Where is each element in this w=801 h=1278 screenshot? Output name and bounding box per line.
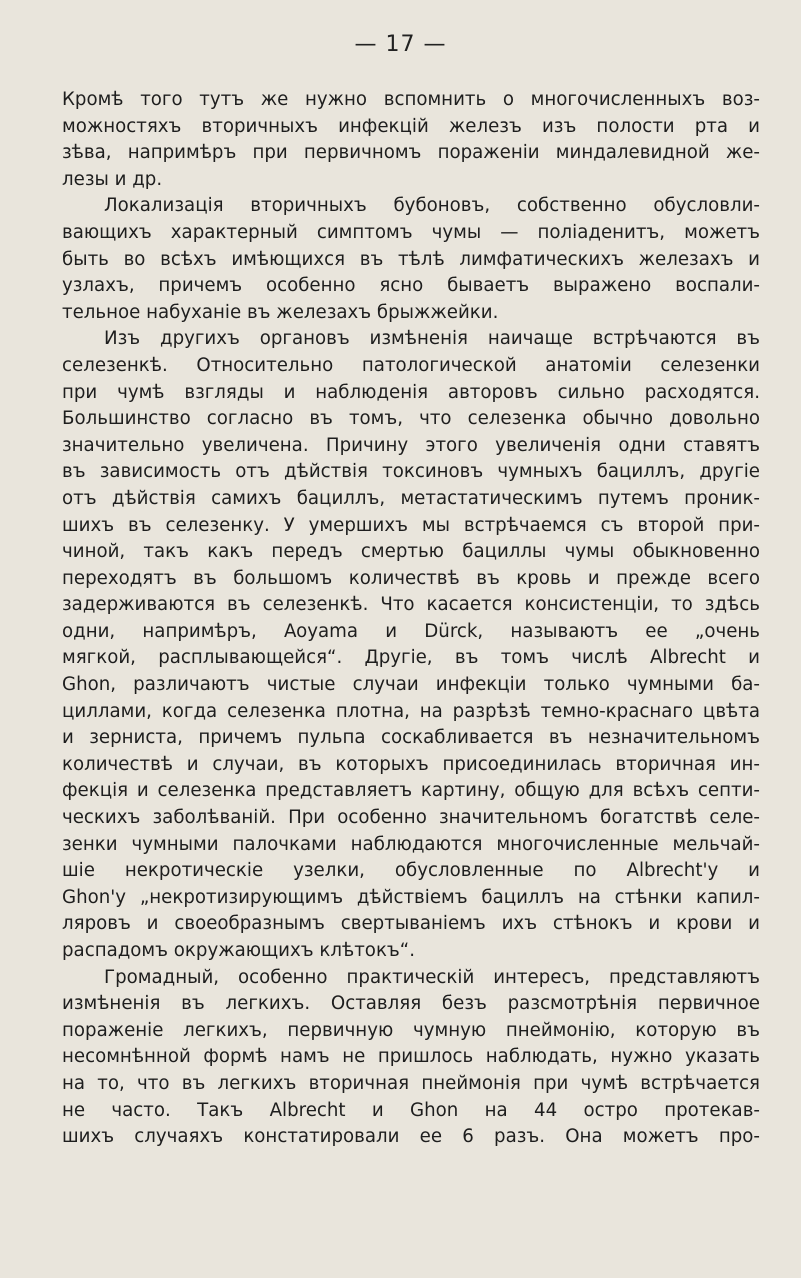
text-line: зѣва, напримѣръ при первичномъ пораженіи миндалевидной же- (62, 142, 760, 164)
text-line: Ghon'у „некротизирующимъ дѣйствіемъ бациллъ на стѣнки капил- (62, 886, 760, 908)
text-line: Изъ другихъ органовъ измѣненія наичаще встрѣчаются въ (104, 328, 760, 350)
text-line: шихъ въ селезенку. У умершихъ мы встрѣчаемся съ второй при- (62, 514, 760, 536)
text-line: Кромѣ того тутъ же нужно вспомнить о многочисленныхъ воз- (62, 89, 760, 110)
text-line: на то, что въ легкихъ вторичная пнеймонія при чумѣ встрѣчается (62, 1072, 760, 1094)
text-line: измѣненія въ легкихъ. Оставляя безъ разсмотрѣнія первичное (62, 993, 760, 1015)
text-line: циллами, когда селезенка плотна, на разрѣзѣ темно-краснаго цвѣта (62, 700, 760, 722)
text-line: не часто. Такъ Albrecht и Ghon на 44 остро протекав- (62, 1099, 760, 1121)
text-line: количествѣ и случаи, въ которыхъ присоединилась вторичная ин- (62, 753, 760, 775)
text-line: вающихъ характерный симптомъ чумы — поліаденитъ, можетъ (62, 221, 760, 243)
text-line: Локализація вторичныхъ бубоновъ, собственно обусловли- (104, 195, 760, 217)
text-line: тельное набуханіе въ железахъ брыжжейки. (62, 301, 499, 323)
text-line: ческихъ заболѣваній. При особенно значительномъ богатствѣ селе- (62, 807, 760, 829)
text-line: пораженіе легкихъ, первичную чумную пнеймонію, которую въ (62, 1019, 760, 1041)
text-line: задерживаются въ селезенкѣ. Что касается консистенціи, то здѣсь (62, 594, 760, 616)
text-line: распадомъ окружающихъ клѣтокъ“. (62, 940, 415, 961)
text-line: Большинство согласно въ томъ, что селезенка обычно довольно (62, 408, 760, 430)
text-line: несомнѣнной формѣ намъ не пришлось наблюдать, нужно указать (62, 1046, 760, 1068)
text-line: зенки чумными палочками наблюдаются многочисленные мельчай- (62, 833, 760, 855)
text-line: переходятъ въ большомъ количествѣ въ кровь и прежде всего (62, 567, 760, 589)
text-line: при чумѣ взгляды и наблюденія авторовъ сильно расходятся. (62, 381, 760, 403)
text-line: селезенкѣ. Относительно патологической анатоміи селезенки (62, 354, 760, 376)
text-line: можностяхъ вторичныхъ инфекцій железъ изъ полости рта и (62, 115, 760, 137)
text-line: Громадный, особенно практическій интересъ, представляютъ (104, 966, 760, 988)
text-line: и зерниста, причемъ пульпа соскабливается въ незначительномъ (62, 727, 760, 749)
text-line: въ зависимость отъ дѣйствія токсиновъ чумныхъ бациллъ, другіе (62, 461, 760, 483)
text-line: быть во всѣхъ имѣющихся въ тѣлѣ лимфатическихъ железахъ и (62, 248, 760, 270)
text-line: шихъ случаяхъ констатировали ее 6 разъ. Она можетъ про- (62, 1126, 760, 1148)
text-line: мягкой, расплывающейся“. Другіе, въ томъ числѣ Albrecht и (62, 647, 760, 669)
text-line: фекція и селезенка представляетъ картину, общую для всѣхъ септи- (62, 780, 760, 802)
text-line: шіе некротическіе узелки, обусловленные по Albrecht'у и (62, 860, 760, 882)
text-line: узлахъ, причемъ особенно ясно бываетъ выражено воспали- (62, 275, 760, 297)
text-line: ляровъ и своеобразнымъ свертываніемъ ихъ стѣнокъ и крови и (62, 913, 760, 935)
text-line: значительно увеличена. Причину этого увеличенія одни ставятъ (62, 434, 760, 456)
text-line: отъ дѣйствія самихъ бациллъ, метастатическимъ путемъ проник- (62, 487, 760, 509)
text-line: чиной, такъ какъ передъ смертью бациллы чумы обыкновенно (62, 541, 760, 563)
text-line: одни, напримѣръ, Aoyama и Dürck, называютъ ее „очень (62, 620, 760, 642)
page-number: — 17 — (354, 32, 447, 57)
text-line: Ghon, различаютъ чистые случаи инфекціи только чумными ба- (62, 674, 760, 696)
text-line: лезы и др. (62, 168, 163, 190)
body-text (62, 87, 760, 1151)
